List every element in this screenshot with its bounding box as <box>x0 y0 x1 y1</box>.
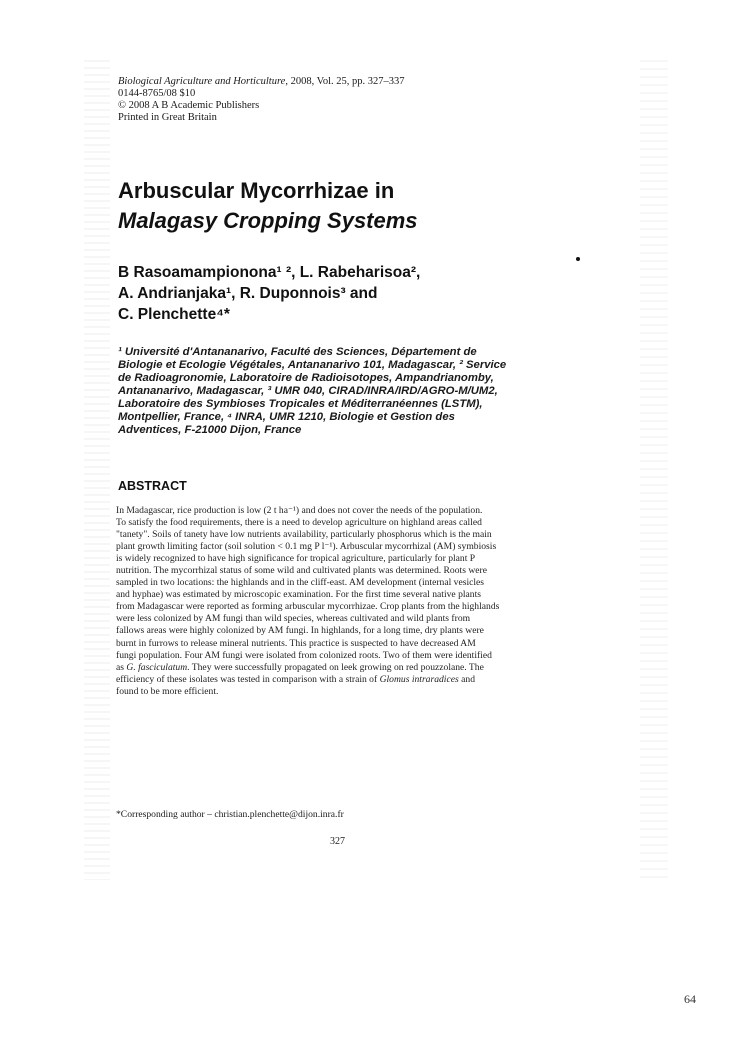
abstract-line: To satisfy the food requirements, there is a need to develop agriculture on highland areas called <box>116 517 482 529</box>
species-name: G. fasciculatum <box>126 661 188 673</box>
journal-issn: 0144-8765/08 $10 <box>118 88 196 99</box>
abstract-line: In Madagascar, rice production is low (2 t ha⁻¹) and does not cover the needs of the population. <box>116 505 483 516</box>
affiliation-line: ¹ Université d'Antananarivo, Faculté des Sciences, Département de <box>118 346 477 358</box>
abstract-line: "tanety". Soils of tanety have low nutrients availability, particularly phosphorus which is the main <box>116 529 492 541</box>
abstract-heading: ABSTRACT <box>118 479 187 493</box>
affiliation-line: Adventices, F-21000 Dijon, France <box>118 424 302 436</box>
abstract-line: were less colonized by AM fungi than wild species, whereas cultivated and wild plants from <box>116 613 471 625</box>
author-list <box>118 262 558 325</box>
abstract-line: from Madagascar were reported as forming arbuscular mycorrhizae. Crop plants from the highlands <box>116 601 500 613</box>
authors-line-1: B Rasoamampionona¹ ², L. Rabeharisoa², <box>118 264 421 281</box>
abstract-line: is widely recognized to have high significance for tropical agriculture, particularly for plant P <box>116 553 476 565</box>
abstract-line: as G. fasciculatum. They were successfully propagated on leek growing on red pouzzolane. The <box>116 661 484 673</box>
affiliation-line: Laboratoire des Symbioses Tropicales et Méditerranéennes (LSTM), <box>118 398 483 410</box>
journal-page-number: 327 <box>330 836 345 847</box>
authors-line-2: A. Andrianjaka¹, R. Duponnois³ and <box>118 285 378 302</box>
title-line-1: Arbuscular Mycorrhizae in <box>118 178 395 203</box>
affiliation-line: de Radioagronomie, Laboratoire de Radioisotopes, Ampandrianomby, <box>118 372 494 384</box>
abstract-line: fungi population. Four AM fungi were isolated from colonized roots. Two of them were identified <box>116 649 492 661</box>
affiliation-line: Antananarivo, Madagascar, ³ UMR 040, CIRAD/INRA/IRD/AGRO-M/UM2, <box>118 385 498 397</box>
abstract-line: efficiency of these isolates was tested in comparison with a strain of Glomus intraradices and <box>116 673 475 685</box>
journal-citation: Biological Agriculture and Horticulture, 2008, Vol. 25, pp. 327–337 <box>118 76 405 87</box>
affiliations <box>118 346 558 437</box>
abstract-line: burnt in furrows to release mineral nutrients. This practice is suspected to have decreased AM <box>116 637 476 649</box>
abstract-line: found to be more efficient. <box>116 685 219 697</box>
journal-info <box>118 76 538 124</box>
abstract-line: nutrition. The mycorrhizal status of some wild and cultivated plants was determined. Roots were <box>116 565 487 577</box>
journal-copyright: © 2008 A B Academic Publishers <box>118 100 260 111</box>
abstract-line: fallows areas were highly colonized by AM fungi. In highlands, for a long time, dry plants were <box>116 625 484 637</box>
affiliation-line: Biologie et Ecologie Végétales, Antananarivo 101, Madagascar, ² Service <box>118 359 507 371</box>
document-page-number: 64 <box>684 992 696 1006</box>
abstract-line: sampled in two locations: the highlands and in the cliff-east. AM development (internal vesicles <box>116 577 485 589</box>
corresponding-author-footnote: *Corresponding author – christian.plenchette@dijon.inra.fr <box>116 809 344 820</box>
paper-title <box>118 176 578 236</box>
species-name: Glomus intraradices <box>379 673 459 685</box>
stray-dot <box>576 257 580 261</box>
journal-printed: Printed in Great Britain <box>118 112 217 123</box>
abstract-body <box>116 505 568 698</box>
scan-noise-right <box>640 60 668 880</box>
affiliation-line: Montpellier, France, ⁴ INRA, UMR 1210, Biologie et Gestion des <box>118 411 455 423</box>
authors-line-3: C. Plenchette⁴* <box>118 306 230 323</box>
scan-noise-left <box>84 60 110 880</box>
abstract-line: plant growth limiting factor (soil solution < 0.1 mg P l⁻¹). Arbuscular mycorrhizal (AM) symbiosis <box>116 541 497 553</box>
abstract-line: and hyphae) was estimated by microscopic examination. For the first time several native plants <box>116 589 481 601</box>
title-line-2: Malagasy Cropping Systems <box>118 208 418 233</box>
